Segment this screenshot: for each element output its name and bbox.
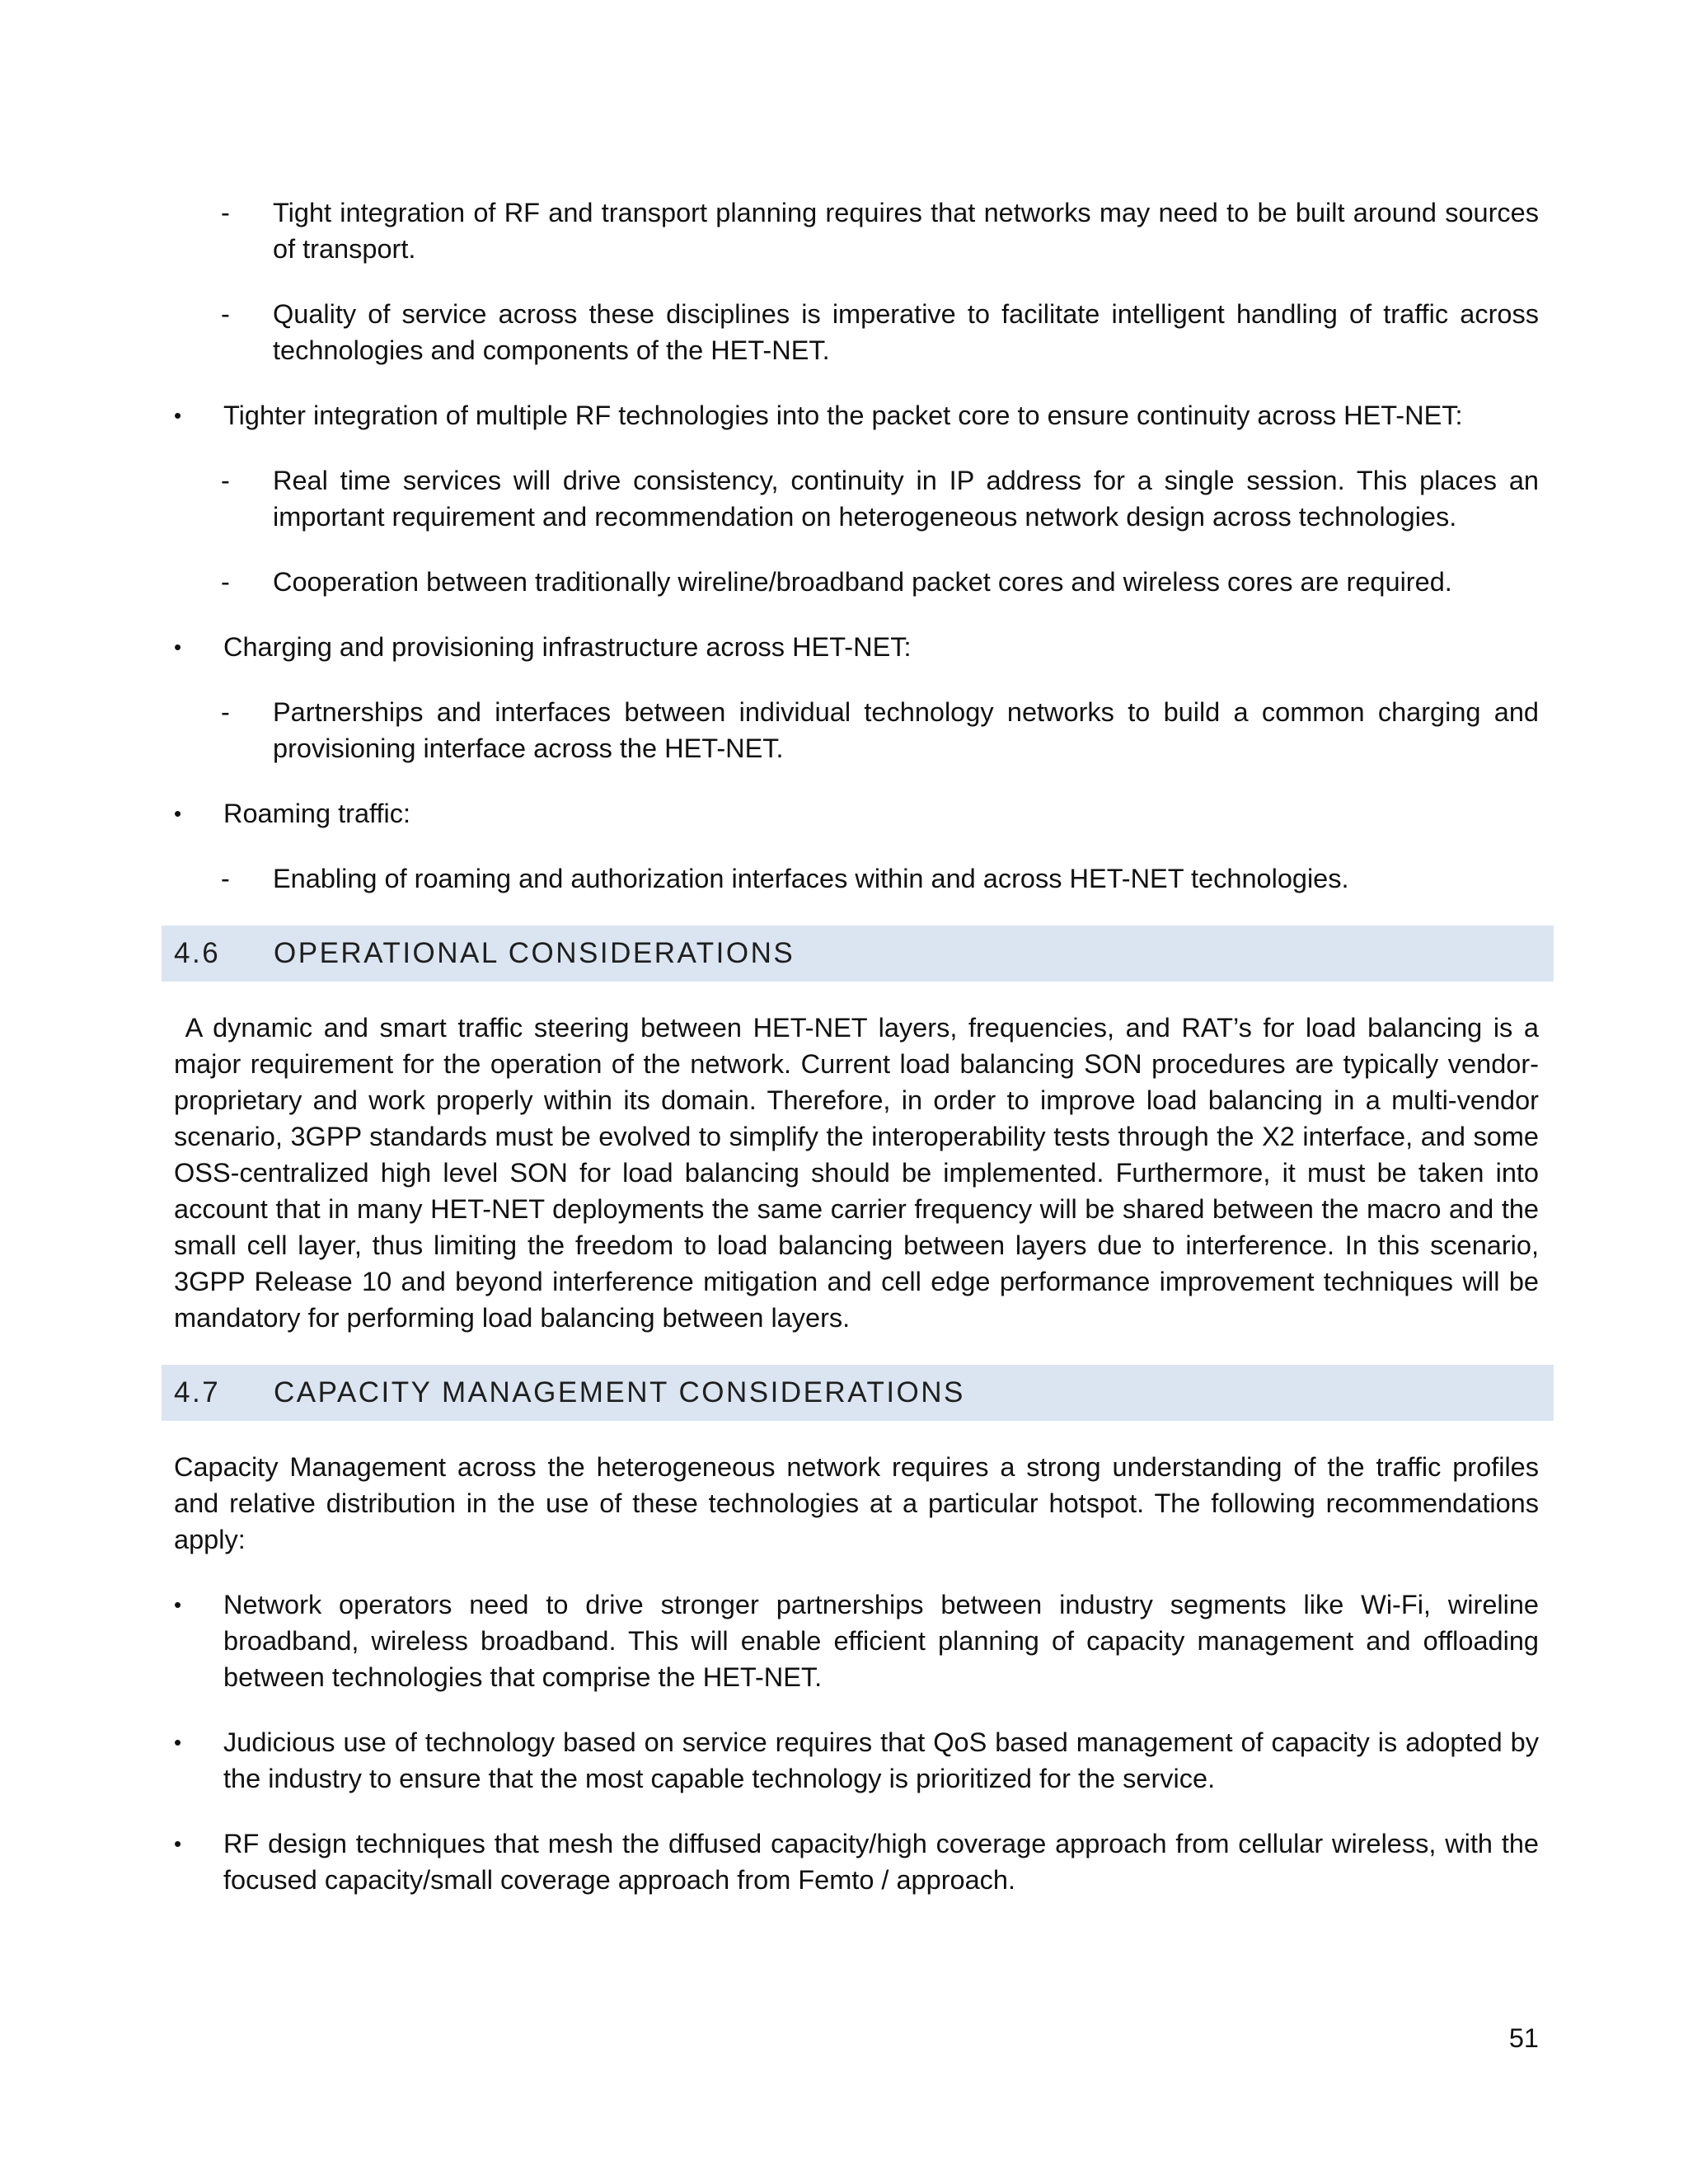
list-item: [174, 194, 1539, 267]
page-content: [174, 194, 1547, 1927]
section-paragraph: A dynamic and smart traffic steering between HET-NET layers, frequencies, and RAT’s for load balancing is a major requirement for the operation of the network. Current load balancing SON procedures are typically vendor-proprietary and work properly within its domain. Therefore, in order to improve load balancing in a multi-vendor scenario, 3GPP standards must be evolved to simplify the interoperability tests through the X2 interface, and some OSS-centralized high level SON for load balancing should be implemented. Furthermore, it must be taken into account that in many HET-NET deployments the same carrier frequency will be shared between the macro and the small cell layer, thus limiting the freedom to load balancing between layers due to interference. In this scenario, 3GPP Release 10 and beyond interference mitigation and cell edge performance improvement techniques will be mandatory for performing load balancing between layers.: [174, 1013, 1547, 1333]
list-item-text: Quality of service across these disciplines is imperative to facilitate intelligent handling of traffic across technologies and components of the HET-NET.: [273, 299, 1539, 365]
list-item-text: Enabling of roaming and authorization interfaces within and across HET-NET technologies.: [273, 864, 1349, 893]
list-item: [174, 462, 1539, 535]
bullet-icon: •: [174, 403, 182, 428]
list-item-text: Partnerships and interfaces between individual technology networks to build a common charging and provisioning interface across the HET-NET.: [273, 697, 1539, 763]
list-item: [174, 694, 1539, 766]
list-item: [174, 1825, 1539, 1898]
bullet-icon: •: [174, 1592, 182, 1617]
dash-marker: -: [221, 567, 230, 597]
section-number: 4.6: [174, 937, 221, 969]
dash-marker: -: [221, 697, 230, 727]
list-item-text: Charging and provisioning infrastructure across HET-NET:: [223, 632, 912, 662]
section-paragraph: Capacity Management across the heterogeneous network requires a strong understanding of the traffic profiles and relative distribution in the use of these technologies at a particular hotspot. The following recommendations apply:: [174, 1452, 1539, 1554]
list-item-text: Tighter integration of multiple RF technologies into the packet core to ensure continuity across HET-NET:: [223, 401, 1463, 430]
section-heading-4-6: [162, 926, 1554, 982]
list-item-text: Network operators need to drive stronger partnerships between industry segments like Wi-Fi, wireline broadband, wireless broadband. This will enable efficient planning of capacity management and offloading between technologies that comprise the HET-NET.: [223, 1590, 1539, 1692]
dash-marker: -: [221, 864, 230, 893]
bullet-icon: •: [174, 1831, 182, 1856]
list-item-text: RF design techniques that mesh the diffused capacity/high coverage approach from cellular wireless, with the focused capacity/small coverage approach from Femto / approach.: [223, 1829, 1539, 1895]
list-item-text: Roaming traffic:: [223, 799, 410, 828]
list-item: [174, 397, 1539, 434]
section-title: CAPACITY MANAGEMENT CONSIDERATIONS: [274, 1376, 965, 1408]
list-item: [174, 1724, 1539, 1797]
list-item: [174, 629, 1539, 665]
section-number: 4.7: [174, 1376, 221, 1408]
dash-marker: -: [221, 198, 230, 227]
section-heading-4-7: [162, 1365, 1554, 1421]
list-item: [174, 860, 1539, 897]
section-title: OPERATIONAL CONSIDERATIONS: [274, 937, 795, 969]
list-item-text: Real time services will drive consistency, continuity in IP address for a single session. This places an important requirement and recommendation on heterogeneous network design across technologies.: [273, 466, 1539, 532]
list-item: [174, 1586, 1539, 1695]
bullet-icon: •: [174, 635, 182, 659]
list-item-text: Tight integration of RF and transport planning requires that networks may need to be built around sources of transport.: [273, 198, 1539, 264]
list-item-text: Cooperation between traditionally wireline/broadband packet cores and wireless cores are required.: [273, 567, 1452, 597]
list-item: [174, 296, 1539, 368]
page-number: 51: [1508, 2023, 1539, 2053]
bullet-icon: •: [174, 1730, 182, 1755]
list-item: [174, 564, 1539, 600]
bullet-icon: •: [174, 801, 182, 826]
list-item-text: Judicious use of technology based on service requires that QoS based management of capacity is adopted by the industry to ensure that the most capable technology is prioritized for the service.: [223, 1727, 1539, 1793]
dash-marker: -: [221, 466, 230, 495]
dash-marker: -: [221, 299, 230, 329]
list-item: [174, 795, 1539, 832]
